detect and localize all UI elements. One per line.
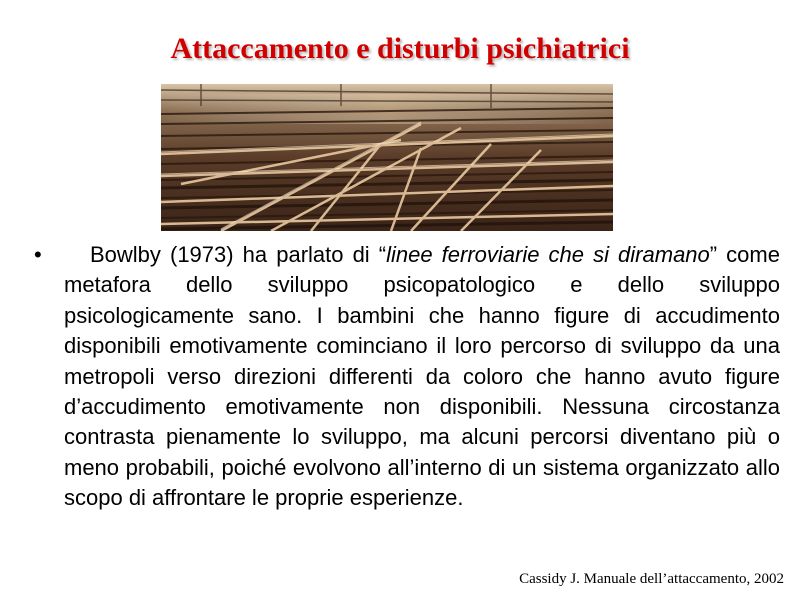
citation: Cassidy J. Manuale dell’attaccamento, 2002: [519, 571, 784, 587]
bullet-text: [64, 240, 780, 514]
bullet-marker: •: [34, 242, 42, 267]
slide-title: Attaccamento e disturbi psichiatrici: [170, 32, 630, 65]
bullet-text-part2: ” come metafora dello sviluppo psicopatologico e dello sviluppo psicologicamente sano. I bambini che hanno figure di accudimento disponibili emotivamente cominciano il loro percorso di sviluppo da una metropoli verso direzioni differenti da coloro che hanno avuto figure d’accudimento emotivamente non disponibili. Nessuna circostanza contrasta pienamente lo sviluppo, ma alcuni percorsi diventano più o meno probabili, poiché evolvono all’interno di un sistema organizzato allo scopo di affrontare le proprie esperienze.: [64, 242, 780, 511]
bullet-text-part1: Bowlby (1973) ha parlato di “: [90, 242, 387, 267]
bullet-text-italic: linee ferroviarie che si diramano: [386, 242, 710, 267]
railway-tracks-image: [161, 84, 613, 231]
